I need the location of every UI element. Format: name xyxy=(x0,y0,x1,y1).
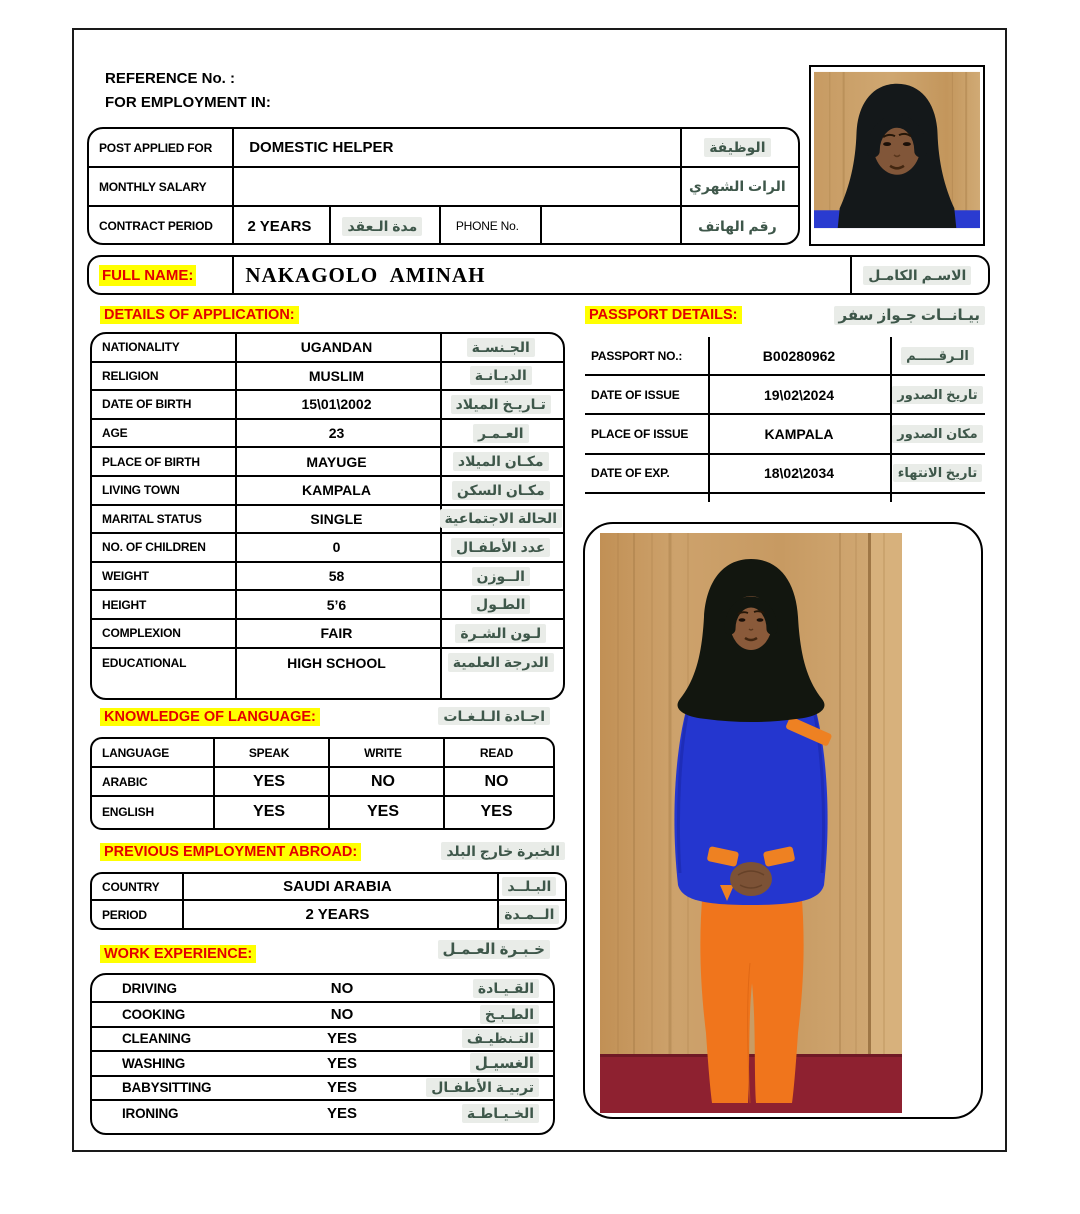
write-value: YES xyxy=(367,802,400,820)
detail-label: EDUCATIONAL xyxy=(102,655,187,670)
detail-label: HEIGHT xyxy=(102,597,147,612)
detail-value: HIGH SCHOOL xyxy=(287,654,386,671)
full-name-value: NAKAGOLO AMINAH xyxy=(245,262,486,287)
detail-arabic: الحالة الاجتماعية xyxy=(440,509,562,528)
work-skill-label: WASHING xyxy=(122,1055,186,1071)
detail-value: 5’6 xyxy=(326,596,347,613)
table-row xyxy=(585,376,985,415)
work-skill-value: YES xyxy=(326,1104,357,1122)
phone-label: PHONE No. xyxy=(455,219,519,233)
work-skill-value: YES xyxy=(326,1030,357,1048)
table-row xyxy=(92,1028,553,1053)
passport-field-arabic: الـرقـــــم xyxy=(901,347,974,365)
detail-value: 23 xyxy=(328,425,345,442)
monthly-salary-arabic: الرات الشهري xyxy=(689,178,786,194)
passport-field-label: PLACE OF ISSUE xyxy=(591,426,689,441)
for-employment-in-label: FOR EMPLOYMENT IN: xyxy=(105,94,271,111)
full-name-arabic: الاسـم الكامـل xyxy=(863,266,971,285)
work-skill-arabic: الطـبـخ xyxy=(480,1005,539,1024)
detail-label: COMPLEXION xyxy=(102,626,181,641)
work-section-title: WORK EXPERIENCE: xyxy=(100,945,256,963)
detail-label: DATE OF BIRTH xyxy=(102,397,192,412)
detail-arabic: مكـان الميلاد xyxy=(453,452,549,471)
contract-period-value: 2 YEARS xyxy=(247,217,312,235)
details-table xyxy=(90,332,565,700)
detail-label: PLACE OF BIRTH xyxy=(102,454,200,469)
detail-arabic: الطـول xyxy=(471,595,530,614)
table-row xyxy=(92,534,563,563)
read-value: NO xyxy=(484,772,509,790)
detail-arabic: الجـنسـة xyxy=(467,338,535,357)
contract-period-label: CONTRACT PERIOD xyxy=(99,219,213,233)
passport-field-label: DATE OF EXP. xyxy=(591,466,670,481)
detail-value: SINGLE xyxy=(310,510,363,527)
detail-value: FAIR xyxy=(320,625,353,642)
post-applied-value: DOMESTIC HELPER xyxy=(249,139,394,156)
table-row xyxy=(92,649,563,678)
passport-field-label: PASSPORT NO.: xyxy=(591,348,683,363)
detail-value: MUSLIM xyxy=(308,367,365,384)
work-experience-table xyxy=(90,973,555,1135)
work-skill-arabic: التـنظيـف xyxy=(462,1029,539,1048)
country-label: COUNTRY xyxy=(102,879,160,894)
table-row xyxy=(92,874,565,901)
detail-value: UGANDAN xyxy=(300,339,373,356)
table-row xyxy=(92,1052,553,1077)
table-row xyxy=(92,620,563,649)
write-header: WRITE xyxy=(364,745,402,760)
detail-label: LIVING TOWN xyxy=(102,483,180,498)
table-row xyxy=(92,391,563,420)
speak-value: YES xyxy=(253,772,286,790)
table-row xyxy=(92,506,563,535)
passport-field-value: 19\02\2024 xyxy=(763,386,835,403)
detail-arabic: الدرجة العلمية xyxy=(448,653,554,672)
period-label: PERIOD xyxy=(102,907,147,922)
speak-value: YES xyxy=(253,802,286,820)
work-skill-label: CLEANING xyxy=(122,1031,191,1047)
work-skill-value: YES xyxy=(326,1054,357,1072)
details-section-title: DETAILS OF APPLICATION: xyxy=(100,306,299,324)
table-row xyxy=(92,334,563,363)
detail-arabic: عدد الأطفـال xyxy=(451,538,550,557)
detail-value: 15\01\2002 xyxy=(301,396,372,413)
detail-label: NATIONALITY xyxy=(102,340,180,355)
full-body-photo-drawing xyxy=(600,533,902,1113)
table-row xyxy=(92,420,563,449)
passport-field-arabic: مكان الصدور xyxy=(892,425,982,443)
detail-value: KAMPALA xyxy=(301,482,371,499)
period-arabic: الــمـدة xyxy=(499,905,559,924)
language-header: LANGUAGE xyxy=(102,745,170,760)
table-row xyxy=(92,591,563,620)
table-row xyxy=(92,477,563,506)
full-body-photo xyxy=(583,522,983,1119)
detail-label: NO. OF CHILDREN xyxy=(102,540,206,555)
post-applied-arabic: الوظيفة xyxy=(704,138,770,157)
passport-table xyxy=(585,337,985,502)
phone-arabic: رقم الهاتف xyxy=(698,217,777,234)
language-name: ENGLISH xyxy=(102,804,154,819)
language-table xyxy=(90,737,555,830)
previous-employment-table xyxy=(90,872,567,930)
work-section-arabic: خـبـرة العـمـل xyxy=(438,940,550,959)
detail-arabic: تـاريـخ الميلاد xyxy=(451,395,551,414)
work-skill-arabic: الخـيـاطـة xyxy=(462,1104,539,1123)
table-row xyxy=(92,768,553,797)
passport-field-value: B00280962 xyxy=(762,347,836,364)
passport-photo-drawing xyxy=(814,70,980,230)
detail-arabic: الــوزن xyxy=(472,567,530,586)
table-row xyxy=(92,797,553,826)
work-skill-arabic: تربيـة الأطفـال xyxy=(426,1078,539,1097)
read-value: YES xyxy=(480,802,513,820)
passport-section-title: PASSPORT DETAILS: xyxy=(585,306,742,324)
reference-number-label: REFERENCE No. : xyxy=(105,70,236,87)
table-row xyxy=(92,448,563,477)
detail-value: MAYUGE xyxy=(306,453,367,470)
post-applied-label: POST APPLIED FOR xyxy=(99,140,213,155)
table-row xyxy=(92,975,553,1003)
passport-section-arabic: بيـانــات جـواز سفر xyxy=(834,306,985,325)
work-skill-value: NO xyxy=(330,1005,354,1023)
read-header: READ xyxy=(479,745,514,760)
table-row xyxy=(92,1077,553,1102)
passport-photo xyxy=(809,65,985,246)
previous-section-arabic: الخبرة خارج البلد xyxy=(441,842,565,860)
detail-arabic: العـمـر xyxy=(473,424,529,443)
work-skill-label: BABYSITTING xyxy=(122,1080,212,1096)
detail-label: AGE xyxy=(102,426,128,441)
detail-arabic: لـون الشـرة xyxy=(455,624,546,643)
full-name-label: FULL NAME: xyxy=(99,265,196,286)
detail-value: 58 xyxy=(328,568,345,585)
post-table xyxy=(87,127,800,245)
work-skill-value: NO xyxy=(330,979,354,997)
detail-value: 0 xyxy=(332,539,341,556)
language-name: ARABIC xyxy=(102,774,148,789)
detail-label: MARITAL STATUS xyxy=(102,511,202,526)
table-row xyxy=(585,455,985,494)
detail-arabic: الديـانـة xyxy=(470,366,532,385)
work-skill-label: IRONING xyxy=(122,1105,179,1121)
detail-label: WEIGHT xyxy=(102,569,149,584)
monthly-salary-label: MONTHLY SALARY xyxy=(99,179,207,194)
table-row xyxy=(92,1101,553,1125)
full-name-bar xyxy=(87,255,990,295)
language-section-title: KNOWLEDGE OF LANGUAGE: xyxy=(100,708,320,726)
country-value: SAUDI ARABIA xyxy=(283,878,392,895)
passport-field-arabic: تاريخ الانتهاء xyxy=(893,464,983,482)
detail-arabic: مكـان السكن xyxy=(452,481,550,500)
work-skill-arabic: القـيـادة xyxy=(473,979,539,998)
table-row xyxy=(92,739,553,768)
period-value: 2 YEARS xyxy=(305,906,370,923)
passport-field-arabic: تاريخ الصدور xyxy=(892,386,982,404)
table-row xyxy=(585,337,985,376)
work-skill-label: DRIVING xyxy=(122,980,177,996)
passport-field-value: 18\02\2034 xyxy=(763,465,835,482)
work-skill-label: COOKING xyxy=(122,1006,186,1022)
passport-field-value: KAMPALA xyxy=(764,425,834,442)
contract-period-arabic: مدة الـعقد xyxy=(342,217,422,236)
previous-section-title: PREVIOUS EMPLOYMENT ABROAD: xyxy=(100,843,361,861)
table-row xyxy=(92,901,565,928)
table-row xyxy=(585,415,985,454)
table-row xyxy=(92,1003,553,1028)
speak-header: SPEAK xyxy=(248,745,290,760)
work-skill-value: YES xyxy=(326,1079,357,1097)
detail-label: RELIGION xyxy=(102,368,159,383)
country-arabic: البـلــد xyxy=(502,877,556,896)
language-section-arabic: اجـادة الـلـغـات xyxy=(438,707,550,725)
table-row xyxy=(92,363,563,392)
write-value: NO xyxy=(371,772,395,790)
table-row xyxy=(92,563,563,592)
passport-field-label: DATE OF ISSUE xyxy=(591,387,680,402)
work-skill-arabic: الغسيـل xyxy=(470,1053,539,1073)
